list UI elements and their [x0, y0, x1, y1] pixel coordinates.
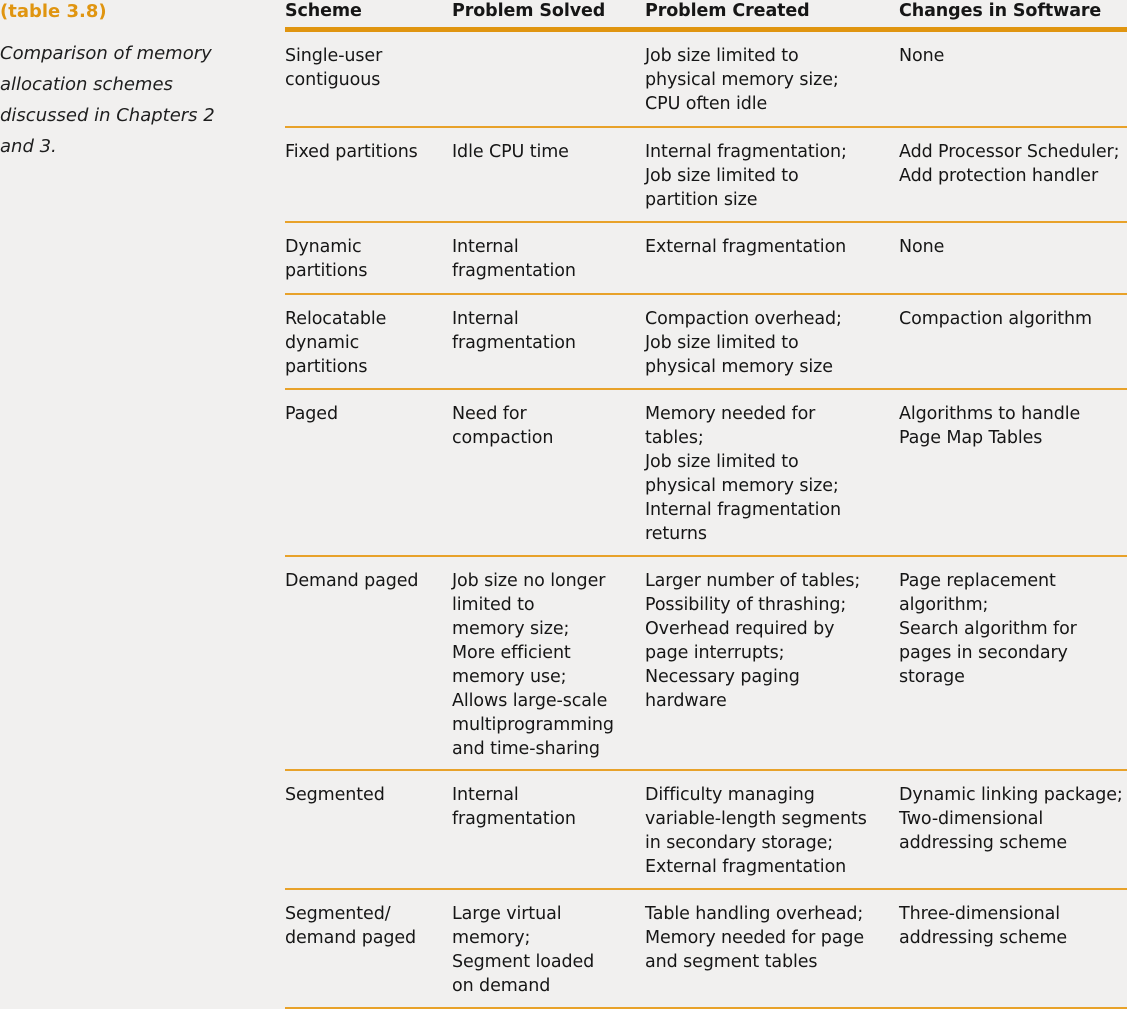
- column-header-scheme: Scheme: [285, 1, 362, 21]
- cell-problem-created: Table handling overhead; Memory needed for page and segment tables: [645, 904, 865, 972]
- cell-scheme: Fixed partitions: [285, 142, 418, 162]
- cell-changes-in-software: Three-dimensional addressing scheme: [899, 904, 1068, 948]
- table-header-row: [285, 0, 1127, 32]
- cell-scheme: Segmented/ demand paged: [285, 904, 417, 948]
- table-row: [285, 295, 1127, 390]
- cell-scheme: Paged: [285, 404, 338, 424]
- cell-problem-created: Larger number of tables; Possibility of thrashing; Overhead required by page interrupts; Necessary paging hardware: [645, 571, 861, 711]
- table-row: [285, 128, 1127, 223]
- cell-changes-in-software: Compaction algorithm: [899, 309, 1092, 329]
- cell-changes-in-software: Dynamic linking package; Two-dimensional addressing scheme: [899, 785, 1123, 853]
- cell-problem-created: Difficulty managing variable-length segments in secondary storage; External fragmentation: [645, 785, 867, 877]
- cell-scheme: Relocatable dynamic partitions: [285, 309, 387, 377]
- table-row: [285, 557, 1127, 771]
- cell-problem-created: Job size limited to physical memory size; CPU often idle: [645, 46, 839, 114]
- cell-changes-in-software: Algorithms to handle Page Map Tables: [899, 404, 1081, 448]
- table-label: (table 3.8): [0, 1, 107, 22]
- comparison-table: [285, 0, 1127, 1009]
- cell-problem-created: External fragmentation: [645, 237, 847, 257]
- cell-problem-solved: Large virtual memory; Segment loaded on demand: [452, 904, 595, 996]
- column-header-problem-created: Problem Created: [645, 1, 810, 21]
- cell-problem-solved: Internal fragmentation: [452, 309, 576, 353]
- cell-problem-solved: Internal fragmentation: [452, 237, 576, 281]
- table-row: [285, 223, 1127, 295]
- table-caption: Comparison of memory allocation schemes discussed in Chapters 2 and 3.: [0, 43, 215, 157]
- cell-problem-created: Compaction overhead; Job size limited to physical memory size: [645, 309, 842, 377]
- cell-changes-in-software: Add Processor Scheduler; Add protection handler: [899, 142, 1120, 186]
- cell-problem-solved: Internal fragmentation: [452, 785, 576, 829]
- column-header-changes-in-software: Changes in Software: [899, 1, 1102, 21]
- cell-scheme: Demand paged: [285, 571, 419, 591]
- table-row: [285, 890, 1127, 1009]
- cell-problem-created: Internal fragmentation; Job size limited to partition size: [645, 142, 847, 210]
- cell-scheme: Single-user contiguous: [285, 46, 383, 90]
- table-row: [285, 771, 1127, 890]
- cell-scheme: Segmented: [285, 785, 385, 805]
- cell-problem-created: Memory needed for tables; Job size limited to physical memory size; Internal fragmentation returns: [645, 404, 842, 544]
- table-row: [285, 390, 1127, 557]
- column-header-problem-solved: Problem Solved: [452, 1, 606, 21]
- table-row: [285, 32, 1127, 128]
- cell-problem-solved: Need for compaction: [452, 404, 554, 448]
- cell-problem-solved: Job size no longer limited to memory size; More efficient memory use; Allows large-scale multiprogramming and time-sharing: [452, 571, 614, 759]
- cell-problem-solved: Idle CPU time: [452, 142, 569, 162]
- cell-changes-in-software: Page replacement algorithm; Search algorithm for pages in secondary storage: [899, 571, 1077, 687]
- cell-scheme: Dynamic partitions: [285, 237, 368, 281]
- cell-changes-in-software: None: [899, 237, 945, 257]
- cell-changes-in-software: None: [899, 46, 945, 66]
